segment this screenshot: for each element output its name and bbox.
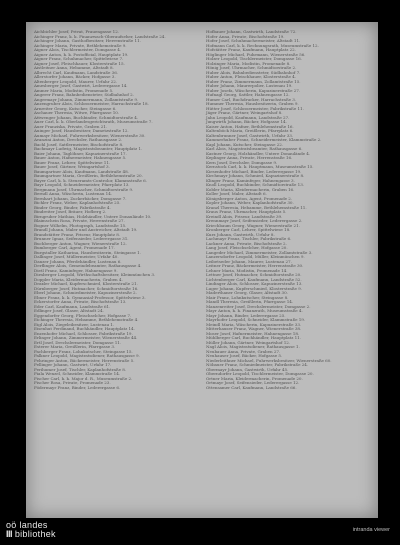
directory-entry: Bindreiter Josef, Bräuer, Hofberg 2. bbox=[34, 209, 107, 214]
directory-entry: Karl Alois, Magistratsbeamter, Rathausgasse 6. bbox=[206, 146, 303, 151]
directory-entry: Ammer Maria, Modistin, Promenade 5. bbox=[34, 87, 114, 93]
library-logo[interactable] bbox=[6, 521, 56, 539]
directory-entry: Obermayr Johann, Gastwirth, Urfahr 45. bbox=[206, 366, 289, 372]
directory-entry: Eisenhut Ferdinand, Buchhändler, Hauptplatz 14. bbox=[34, 326, 135, 331]
directory-entry: Lackner Anna, Private, Bischofstraße 2. bbox=[206, 240, 287, 246]
directory-entry: Kammerhuber Franz, Schneidermeister, Klammstraße 2. bbox=[206, 137, 322, 142]
directory-entry: Aichinger Johann, Gasthofbesitzer, Herrenstraße 11. bbox=[34, 38, 141, 43]
directory-entry: Kraus Franz, Uhrmacher, Hauptplatz 5. bbox=[206, 209, 287, 214]
directory-entry: Hofer Josef, Schuhmachermeister, Altstadt 11. bbox=[206, 38, 301, 43]
scanned-page bbox=[26, 22, 378, 518]
directory-entry: Klinger Franz, Kaminfeger, Hahnengasse 3. bbox=[206, 177, 295, 183]
directory-entry: Blaimschein Rosa, Private, Herrenstraße 27. bbox=[34, 218, 125, 223]
directory-entry: Aigner Franz, Schuhmacher, Spittelwiese 7. bbox=[34, 56, 124, 61]
directory-entry: Oberndorfer Leopold, Tischlermeister, Domgasse 20. bbox=[206, 371, 314, 376]
directory-entry: Arnreiter Georg, Kutscher, Steingasse 6. bbox=[34, 105, 117, 111]
directory-entry: Bauer Anton, Hafnermeister, Hahnengasse 5. bbox=[34, 155, 127, 160]
directory-entry: Ferihumer Josef, Tischler, Kaplanhofstraße 8. bbox=[34, 366, 127, 372]
directory-entry: Kernstock Carl, k. k. Hauptmann, Museumstraße 15. bbox=[206, 164, 314, 169]
directory-entry: Aistleitner Anna, Hebamme, Altstadt 8. bbox=[34, 65, 114, 70]
directory-entry: Mitterhauser Franz, Wagner, Wienerstraße 38. bbox=[206, 326, 302, 331]
directory-entry: Lindinger Alois, Schlosser, Kapuzinerstraße 13. bbox=[206, 281, 303, 286]
directory-entry: Bernhart Johann, Zuckerbäcker, Domgasse 7. bbox=[34, 195, 127, 201]
directory-entry: Dürnberger Josef, Hutmacher, Schmidtorstraße 16. bbox=[34, 285, 139, 291]
directory-entry: Dietl Franz, Kaminfeger, Hahnengasse 9. bbox=[34, 267, 118, 273]
directory-entry: Aichinger Maria, Private, Bethlehemstraße 9. bbox=[34, 42, 127, 48]
directory-entry: Ortmayr Josef, Seifensieder, Lederergasse 12. bbox=[206, 380, 300, 385]
directory-entry: Aichbichler Josef, Privat, Frauengasse 12. bbox=[34, 29, 119, 34]
viewer-credit[interactable]: intranda viewer bbox=[352, 527, 390, 533]
directory-entry: Jahn Leopold, Kaufmann, Landstraße 27. bbox=[206, 114, 290, 120]
directory-entry: Bauer Josef, Gärtner, Weingartshof 3. bbox=[34, 164, 110, 169]
directory-entry: Lanzersdorfer Leopold, Müller, Kleinmünchen 9. bbox=[206, 254, 305, 259]
directory-entry: Ortner Maria, Kleidermacherin, Promenade 20. bbox=[206, 375, 303, 381]
directory-entry: Eberl Johann, Schmiedmeister, Kapuzinerstraße 2. bbox=[34, 290, 137, 295]
directory-entry: Mayrhofer Leopold, Schneider, Klammstraße 19. bbox=[206, 317, 306, 322]
directory-entry: Avanzini Anton, Drechsler, Rathausgasse 2. bbox=[34, 137, 123, 142]
directory-entry: Fischer Rosa, Private, Promenade 23. bbox=[34, 380, 111, 385]
viewer-footer bbox=[0, 518, 400, 545]
directory-entry: Kronberger Carl, Lehrer, Spittelwiese 18. bbox=[206, 227, 291, 232]
directory-entry: Födermayr Franz, Binder, Lederergasse 6. bbox=[34, 384, 121, 390]
directory-entry: Burgstaller Katharina, Hausbesitzerin, Steingasse 1. bbox=[34, 249, 141, 255]
directory-entry: Eichinger Theresia, Hebamme, Bethlehemstraße 4. bbox=[34, 317, 139, 322]
directory-entry: Falkner Leopold, Magistratsdiener, Rathausgasse 9. bbox=[34, 353, 140, 358]
directory-entry: Derflinger Alois, Gemeindebeamter, Rathausgasse 4. bbox=[34, 263, 142, 268]
directory-entry: Koller Josef, Maler, Altstadt 6. bbox=[206, 191, 267, 196]
directory-entry: Bergmann Josef, Uhrmacher, Schmidtorstraße 9. bbox=[34, 186, 134, 192]
directory-entry: Bayer Carl, k. k. Steueramts-Controlor, Klammstraße 6. bbox=[34, 177, 147, 183]
directory-entry: Kobler Maria, Kleidermacherin, Graben 16. bbox=[206, 186, 295, 192]
directory-entry: Edlinger Josef, Glaser, Altstadt 24. bbox=[34, 308, 104, 313]
directory-entry: Mayr Johann, Binder, Lederergasse 25. bbox=[206, 312, 286, 318]
directory-entry: Attwenger Johann, Buchbinder, Schmidtorstraße 4. bbox=[34, 114, 139, 120]
directory-entry: Kastner Georg, Holzhändler, Untere Donaulände 4. bbox=[206, 150, 311, 156]
directory-entry: Lang Josef, Fleischselcher, Hofgasse 20. bbox=[206, 245, 288, 250]
directory-entry: Baumgartner Maria, Greißlerin, Bethlehemstraße 20. bbox=[34, 173, 143, 178]
directory-entry: Hofbauer Johann, Gastwirth, Landstraße 72. bbox=[206, 29, 297, 34]
directory-entry: Holzer Leopold, Tischlermeister, Domgasse 16. bbox=[206, 56, 302, 61]
directory-entry: Aschauer Theresia, Witwe, Pfarrgasse 10. bbox=[34, 110, 120, 115]
left-column bbox=[34, 30, 200, 390]
directory-entry: Anzengruber Alois, Schlossermeister, Harrachstraße 18. bbox=[34, 101, 149, 106]
directory-entry: Baumgartner Alois, Kaufmann, Landstraße 48. bbox=[34, 168, 129, 174]
directory-entry: Moser Josef, Hafnermeister, Hahnengasse 18. bbox=[206, 330, 300, 336]
directory-entry: Kurz Johann, Gastwirth, Urfahr 8. bbox=[206, 231, 275, 237]
directory-entry: Hofstätter Franz, Kaufmann, Hauptplatz 22. bbox=[206, 47, 296, 52]
directory-entry: Aichinger Franz, k. k. Finanzwach-Oberaufseher, Landstraße 24. bbox=[34, 33, 166, 39]
directory-entry: Dirnberger Leopold, Wirthschaftsbesitzer, Kleinmünchen 3. bbox=[34, 272, 156, 277]
directory-entry: Neuhauser Josef, Bäcker, Hofgasse 5. bbox=[206, 353, 283, 358]
directory-entry: Kern Josef, Drechsler, Domgasse 9. bbox=[206, 159, 278, 165]
directory-entry: Eigl Alois, Ziegeleibesitzer, Lustenau 1. bbox=[34, 321, 115, 327]
directory-entry: Kreindl Alois, Friseur, Landstraße 39. bbox=[206, 213, 283, 219]
directory-entry: Hofmann Carl, k. k. Rechnungsrath, Museumstraße 12. bbox=[206, 42, 319, 48]
directory-entry: Eggendorfer Georg, Fleischselcher, Hofgasse 7. bbox=[34, 312, 132, 318]
directory-entry: Lachmayr Franz, Tischler, Fabrikstraße 6. bbox=[206, 236, 292, 241]
directory-entry: Aumayr Michael, Fuhrwerksbesitzer, Wienerstraße 30. bbox=[34, 132, 146, 138]
directory-entry: Brunner Ignaz, Seifensieder, Lederergasse 31. bbox=[34, 236, 129, 241]
directory-entry: Huber Franz, Zimmermann, Zollamtstraße 15. bbox=[206, 78, 301, 84]
directory-entry: Humer Carl, Buchdrucker, Harrachstraße 3. bbox=[206, 96, 297, 102]
directory-entry: Höglinger Michael, Fuhrmann, Wienerstraße 56. bbox=[206, 51, 306, 57]
directory-entry: Fachberger Franz, Lohnkutscher, Steingasse 15. bbox=[34, 348, 133, 354]
directory-entry: Lehner Maria, Modistin, Promenade 14. bbox=[206, 267, 288, 273]
directory-entry: Nagl Alois, Magistratsdiener, Rathausgasse 1. bbox=[206, 344, 300, 349]
directory-entry: Huber Alois, Bahnbediensteter, Südbahnhof 7. bbox=[206, 69, 301, 75]
directory-entry: Hofer Anna, Private, Bischofstraße 19. bbox=[206, 33, 285, 39]
directory-entry: Meindl Maria, Wäscherin, Kapuzinerstraße 33. bbox=[206, 321, 302, 327]
directory-entry: Kapl Johann, Kutscher, Steingasse 22. bbox=[206, 141, 284, 147]
directory-entry: Auer Carl, k. k. Oberlandesgerichtsrath, Museumstraße 7. bbox=[34, 119, 153, 124]
directory-entry: Eder Carl, Kaufmann, Landstraße 61. bbox=[34, 303, 111, 309]
directory-entry: Binder Georg, Binder, Fabrikstraße 4. bbox=[34, 204, 111, 210]
directory-entry: Kopler Johann, Weber, Kaplanhofstraße 30. bbox=[206, 200, 294, 205]
directory-entry: Ertl Josef, Drechslermeister, Domgasse 11. bbox=[34, 339, 122, 345]
directory-entry: Baier Johann, Taglöhner, Kapuzinerstraße 17. bbox=[34, 150, 127, 156]
directory-entry: Erlinger Johann, Zimmermeister, Wienerstraße 44. bbox=[34, 335, 138, 340]
directory-entry: Jungwirth Johann, Bäcker, Hofgasse 14. bbox=[206, 119, 287, 124]
directory-entry: Lettner Josef, Hutmacher, Schmidtorstraße 20. bbox=[206, 272, 302, 277]
directory-entry: Auer Franziska, Private, Graben 21. bbox=[34, 123, 108, 129]
directory-entry: Kaiser Anton, Hafner, Bethlehemstraße 16. bbox=[206, 123, 294, 129]
directory-entry: Bichler Franz, Weber, Kaplanhofstraße 25. bbox=[34, 200, 121, 205]
logo-mark-icon: III bbox=[6, 529, 13, 539]
directory-entry: Leitner Franz, Bäckermeister, Herrenstraße 30. bbox=[206, 263, 304, 268]
directory-entry: Bauer Franz, Lehrer, Spittelwiese 11. bbox=[34, 159, 111, 165]
directory-entry: Leibetseder Johann, Maurer, Lustenau 27. bbox=[206, 258, 292, 264]
directory-entry: Mandl Theresia, Greißlerin, Pfarrgasse 14. bbox=[206, 299, 294, 304]
directory-entry: Neubauer Anna, Private, Graben 27. bbox=[206, 348, 281, 354]
directory-entry: Kirchmayr Johann, Schmied, Kapuzinerstraße 8. bbox=[206, 173, 305, 178]
directory-entry: Königsberger Anton, Agent, Promenade 2. bbox=[206, 195, 293, 201]
directory-entry: Ottensamer Carl, Kaufmann, Landstraße 66. bbox=[206, 384, 297, 390]
directory-entry: Huber Johann, Maurerpolier, Lustenau 19. bbox=[206, 83, 293, 88]
directory-entry: Aigner Alois, Tischlermeister, Domgasse 4. bbox=[34, 47, 122, 52]
directory-entry: Kriechbaum Georg, Wagner, Wienerstraße 21. bbox=[206, 222, 300, 228]
directory-entry: Huber Josefa, Wäscherin, Kapuzinerstraße 27. bbox=[206, 87, 301, 93]
directory-entry: Fehringer Anton, Bäckermeister, Herrenstraße 5. bbox=[34, 357, 135, 363]
directory-entry: Mühlberger Carl, Buchhändler, Hauptplatz 11. bbox=[206, 335, 301, 340]
directory-entry: Esterer Maria, Greißlerin, Pfarrgasse 3. bbox=[34, 344, 116, 349]
directory-entry: Albrecht Carl, Kaufmann, Landstraße 36. bbox=[34, 69, 119, 75]
directory-entry: Buchberger Anton, Wagner, Wienerstraße 12. bbox=[34, 240, 127, 246]
logo-line-2 bbox=[6, 530, 56, 539]
directory-entry: Hütter Josef, Schlossermeister, Fabrikstraße 11. bbox=[206, 105, 304, 111]
logo-line-1: oö landes bbox=[6, 520, 48, 530]
directory-entry: Eckerstorfer Anna, Private, Bischofstraße 13. bbox=[34, 299, 127, 304]
directory-entry: Hönig Josef, Uhrmacher, Schmidtorstraße 2. bbox=[206, 65, 297, 70]
directory-entry: Amesberger Josef, Gastwirt, Lederergasse 14. bbox=[34, 83, 128, 88]
directory-entry: Kranzl Theresia, Hebamme, Bethlehemstraße 11. bbox=[206, 204, 307, 210]
directory-entry: Jäger Franz, Gärtner, Weingartshof 8. bbox=[206, 110, 283, 115]
directory-entry: Dallinger Josef, Müllermeister, Urfahr 40. bbox=[34, 254, 119, 259]
directory-entry: Huber Anton, Fleischhauer, Klosterstraße 4. bbox=[206, 74, 296, 79]
directory-entry: Danzer Johann, Pferdehändler, Lustenau 6. bbox=[34, 258, 122, 264]
directory-entry: Altenberger Leopold, Maurer, Urfahr 22. bbox=[34, 78, 118, 84]
directory-entry: Mayr Anton, k. k. Finanzrath, Museumstraße 4. bbox=[206, 308, 303, 313]
directory-entry: Kaltenböck Maria, Greißlerin, Pfarrplatz 6. bbox=[206, 128, 294, 133]
directory-entry: Enzenhofer Michael, Schlosser, Fabrikstraße 19. bbox=[34, 330, 133, 336]
directory-entry: Doppler Maria, Kleidermacherin, Graben 4. bbox=[34, 276, 123, 282]
directory-entry: Mair Franz, Lohnkutscher, Steingasse 8. bbox=[206, 294, 289, 300]
directory-entry: Ebner Franz, k. k. Gymnasial-Professor, Spittelwiese 3. bbox=[34, 294, 146, 300]
directory-entry: Bumberger Carl, Agent, Promenade 17. bbox=[34, 245, 115, 250]
directory-entry: Langeder Michael, Zimmermeister, Zollamtstraße 3. bbox=[206, 249, 313, 255]
directory-entry: Luger Johann, Kupferschmied, Klosterstraße 9. bbox=[206, 285, 302, 291]
directory-entry: Draxler Michael, Kupferschmied, Klosterstraße 21. bbox=[34, 281, 138, 286]
directory-entry: Aigner Josef, Fleischhauer, Klosterstraße 15. bbox=[34, 60, 125, 66]
directory-entry: Krennmayr Josef, Seifensieder, Lederergasse 2. bbox=[206, 218, 303, 223]
directory-entry: Bachmayr Ludwig, Magistratsbeamter, Hauptplatz 1. bbox=[34, 146, 143, 151]
directory-entry: Bachl Josef, Sattlermeister, Bischofstraße 8. bbox=[34, 141, 124, 147]
directory-entry: Knoll Leopold, Buchbinder, Schmidtorstraße 13. bbox=[206, 182, 305, 187]
directory-entry: Aigner Anton, k. k. Postofficial, Hauptplatz 19. bbox=[34, 51, 129, 57]
directory-entry: Kiesenhofer Michael, Binder, Lederergasse 19. bbox=[206, 168, 302, 174]
directory-entry: Lichtenberger Carl, Kaufmann, Landstraße 52. bbox=[206, 276, 302, 282]
directory-entry: Fellinger Johann, Gastwirt, Urfahr 17. bbox=[34, 362, 112, 367]
logo-line-2-text: bibliothek bbox=[14, 529, 56, 539]
directory-entry: Keplinger Anna, Private, Herrenstraße 16. bbox=[206, 155, 293, 160]
directory-entry: Holzinger Maria, Modistin, Promenade 8. bbox=[206, 60, 291, 66]
directory-entry: Angerer Franz, Bahnbediensteter, Südbahnhof 2. bbox=[34, 92, 134, 97]
directory-entry: Fiala Wenzel, Schneider, Klammstraße 14. bbox=[34, 371, 121, 376]
directory-entry: Brandl Johann, Maler und Anstreicher, Altstadt 19. bbox=[34, 227, 138, 232]
directory-entry: Hufnagl Georg, Sattler, Hahnengasse 12. bbox=[206, 92, 290, 97]
directory-entry: Allerstorfer Johann, Bäcker, Hofgasse 3. bbox=[34, 74, 116, 79]
right-column bbox=[206, 30, 372, 390]
directory-entry: Brandstätter Franz, Friseur, Hauptplatz 8. bbox=[34, 231, 121, 237]
directory-entry: Bogner Wilhelm, Photograph, Landstraße 15. bbox=[34, 222, 127, 228]
directory-entry: Manzenreiter Josef, Drechslermeister, Domgasse 2. bbox=[206, 303, 311, 309]
directory-entry: Maderthaner Georg, Glaser, Altstadt 30. bbox=[206, 290, 288, 295]
directory-entry: Auinger Josef, Hausbesitzer, Dametzstraße 12. bbox=[34, 128, 129, 133]
directory-entry: Fischer Carl, k. k. Major d. R., Museumstraße 2. bbox=[34, 375, 133, 381]
directory-entry: Birngruber Mathias, Holzhändler, Untere Donaulände 10. bbox=[34, 213, 152, 219]
directory-entry: Hummer Theresia, Hausbesitzerin, Graben 9. bbox=[206, 101, 299, 106]
directory-entry: Müller Johann, Gärtner, Weingartshof 12. bbox=[206, 339, 291, 345]
directory-entry: Niederleithner Michael, Fuhrwerksbesitzer, Wienerstraße 60. bbox=[206, 357, 332, 363]
directory-entry: Berndl Anna, Wäscherin, Lustenau 14. bbox=[34, 191, 113, 196]
directory-entry: Bayr Leopold, Schneidermeister, Pfarrplatz 13. bbox=[34, 182, 130, 187]
directory-entry: Angermayr Johann, Zimmermann, Zollamtstraße 9. bbox=[34, 96, 139, 102]
directory-entry: Nöbauer Franz, Schmiedmeister, Fabrikstraße 24. bbox=[206, 362, 309, 367]
directory-entry: Kaltenbrunner Josef, Gastwirth, Urfahr 33. bbox=[206, 132, 294, 138]
